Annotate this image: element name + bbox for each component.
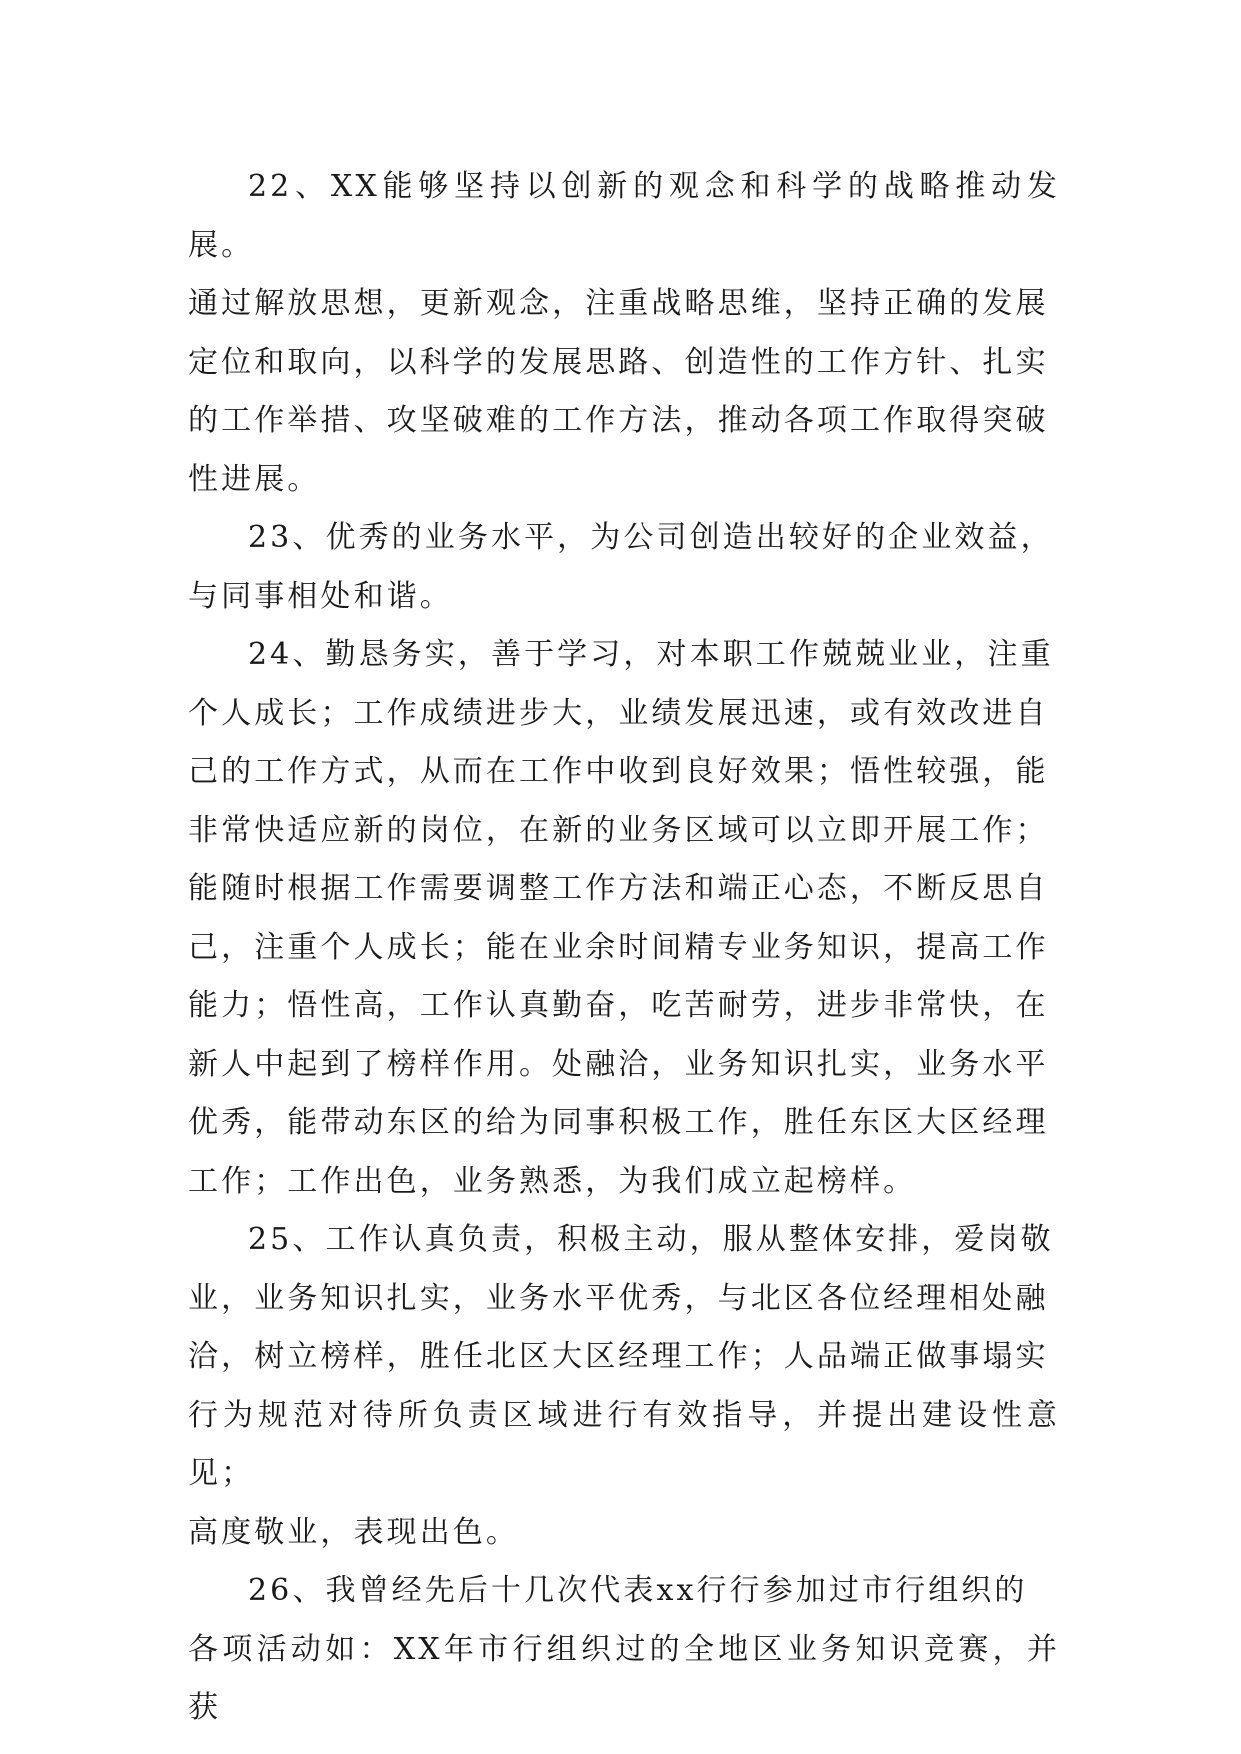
document-body <box>188 158 1060 1738</box>
paragraph-25: 25、工作认真负责，积极主动，服从整体安排，爱岗敬 业，业务知识扎实，业务水平优秀，与北区各位经理相处融 洽，树立榜样，胜任北区大区经理工作；人品端正做事塌实 行为规范对待所负责区域进行有效指导，并提出建设性意见； 高度敬业，表现出色。 <box>188 1222 1060 1550</box>
paragraph-26: 26、我曾经先后十几次代表xx行行参加过市行组织的 各项活动如：XX年市行组织过的全地区业务知识竞赛，并获 <box>188 1573 1060 1725</box>
paragraph-23: 23、优秀的业务水平，为公司创造出较好的企业效益， 与同事相处和谐。 <box>188 520 1054 614</box>
paragraph-24: 24、勤恳务实，善于学习，对本职工作兢兢业业，注重 个人成长；工作成绩进步大，业绩发展迅速，或有效改进自 己的工作方式，从而在工作中收到良好效果；悟性较强，能 非常快适应新的岗位，在新的业务区域可以立即开展工作； 能随时根据工作需要调整工作方法和端正心态，不断反思自 己，注重个人成长；能在业余时间精专业务知识，提高工作 能力；悟性高，工作认真勤奋，吃苦耐劳，进步非常快，在 新人中起到了榜样作用。处融洽，业务知识扎实，业务水平 优秀，能带动东区的给为同事积极工作，胜任东区大区经理 工作；工作出色，业务熟悉，为我们成立起榜样。 <box>188 637 1054 1199</box>
paragraph-22: 22、XX能够坚持以创新的观念和科学的战略推动发展。 通过解放思想，更新观念，注重战略思维，坚持正确的发展 定位和取向，以科学的发展思路、创造性的工作方针、扎实 的工作举措、攻坚破难的工作方法，推动各项工作取得突破 性进展。 <box>188 169 1060 497</box>
